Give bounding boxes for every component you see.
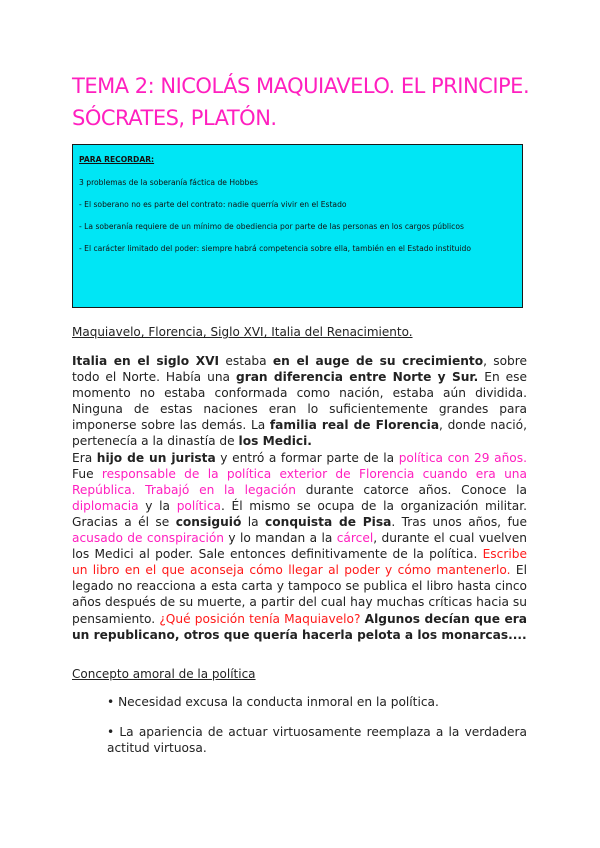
section-heading-concepto: Concepto amoral de la política: [72, 667, 256, 681]
text-run: gran diferencia entre Norte y Sur.: [235, 370, 479, 385]
main-text: [72, 353, 527, 643]
remember-item: 3 problemas de la soberanía fáctica de Hobbes: [79, 178, 258, 187]
text-run: ¿Qué posición tenía Maquiavelo?: [159, 611, 361, 626]
text-run: y lo mandan a la: [224, 531, 337, 546]
text-run: . Tras unos años, fue: [391, 514, 527, 529]
remember-item: - El carácter limitado del poder: siempre habrá competencia sobre ella, también en el Estado instituido: [79, 244, 471, 253]
text-run: diplomacia: [72, 498, 139, 513]
remember-item: - El soberano no es parte del contrato: nadie querría vivir en el Estado: [79, 200, 347, 209]
text-run: Era: [72, 450, 97, 465]
text-run: conquista de Pisa: [265, 514, 392, 529]
text-run: El legado no reacciona a esta carta y tampoco se publica el libro hasta cinco años después de su muerte, a partir del cual hay muchas críticas hacia su pensamiento.: [72, 563, 527, 626]
text-run: en el auge de su crecimiento: [272, 354, 484, 368]
list-item: • La apariencia de actuar virtuosamente reemplaza a la verdadera actitud virtuosa.: [107, 725, 527, 756]
text-run: consiguió: [175, 514, 242, 529]
text-run: cárcel: [336, 531, 374, 546]
text-run: , sobre todo el Norte. Había una: [72, 354, 527, 385]
remember-item: - La soberanía requiere de un mínimo de obediencia por parte de las personas en los cargos públicos: [79, 222, 464, 231]
text-run: Escribe un libro en el que aconseja cómo llegar al poder y cómo mantenerlo.: [72, 547, 527, 578]
text-run: , durante el cual vuelven los Medici al poder. Sale entonces definitivamente de la política.: [72, 531, 527, 562]
text-run: y la: [138, 498, 177, 513]
bullet-list: [107, 694, 527, 770]
text-run: Algunos decían que era un republicano, otros que quería hacerla pelota a los monarcas....: [72, 611, 528, 642]
paragraph-italia: [72, 353, 527, 450]
text-run: . Él mismo se ocupa de la organización militar. Gracias a él se: [72, 498, 527, 529]
paragraph-biografia: [72, 450, 527, 643]
page-title: TEMA 2: NICOLÁS MAQUIAVELO. EL PRINCIPE. SÓCRATES, PLATÓN.: [72, 74, 530, 130]
section-heading-maquiavelo: Maquiavelo, Florencia, Siglo XVI, Italia del Renacimiento.: [72, 325, 413, 339]
text-run: Trabajó en la legación: [145, 482, 296, 497]
remember-box: [72, 144, 523, 308]
text-run: Fue: [72, 466, 102, 481]
text-run: política: [176, 498, 221, 513]
list-item: • Necesidad excusa la conducta inmoral en la política.: [107, 695, 439, 709]
text-run: hijo de un jurista: [96, 450, 216, 465]
text-run: familia real de Florencia: [269, 418, 440, 433]
text-run: responsable de la política exterior de Florencia cuando era una República.: [72, 466, 527, 497]
text-run: política con 29 años.: [398, 450, 527, 465]
text-run: estaba: [219, 354, 273, 368]
remember-heading: PARA RECORDAR:: [79, 155, 155, 164]
text-run: la: [241, 514, 266, 529]
text-run: los Medici.: [238, 434, 312, 449]
text-run: durante catorce años. Conoce la: [295, 482, 528, 497]
text-run: En ese momento no estaba conformada como nación, estaba aún dividida. Ninguna de estas naciones eran lo suficientemente grandes para imponerse sobre las demás. La: [72, 370, 527, 433]
text-run: y entró a formar parte de la: [215, 450, 399, 465]
text-run: [135, 483, 145, 497]
text-run: , donde nació, pertenecía a la dinastía de: [72, 418, 527, 449]
text-run: Italia en el siglo XVI: [72, 354, 220, 368]
text-run: acusado de conspiración: [72, 531, 225, 546]
